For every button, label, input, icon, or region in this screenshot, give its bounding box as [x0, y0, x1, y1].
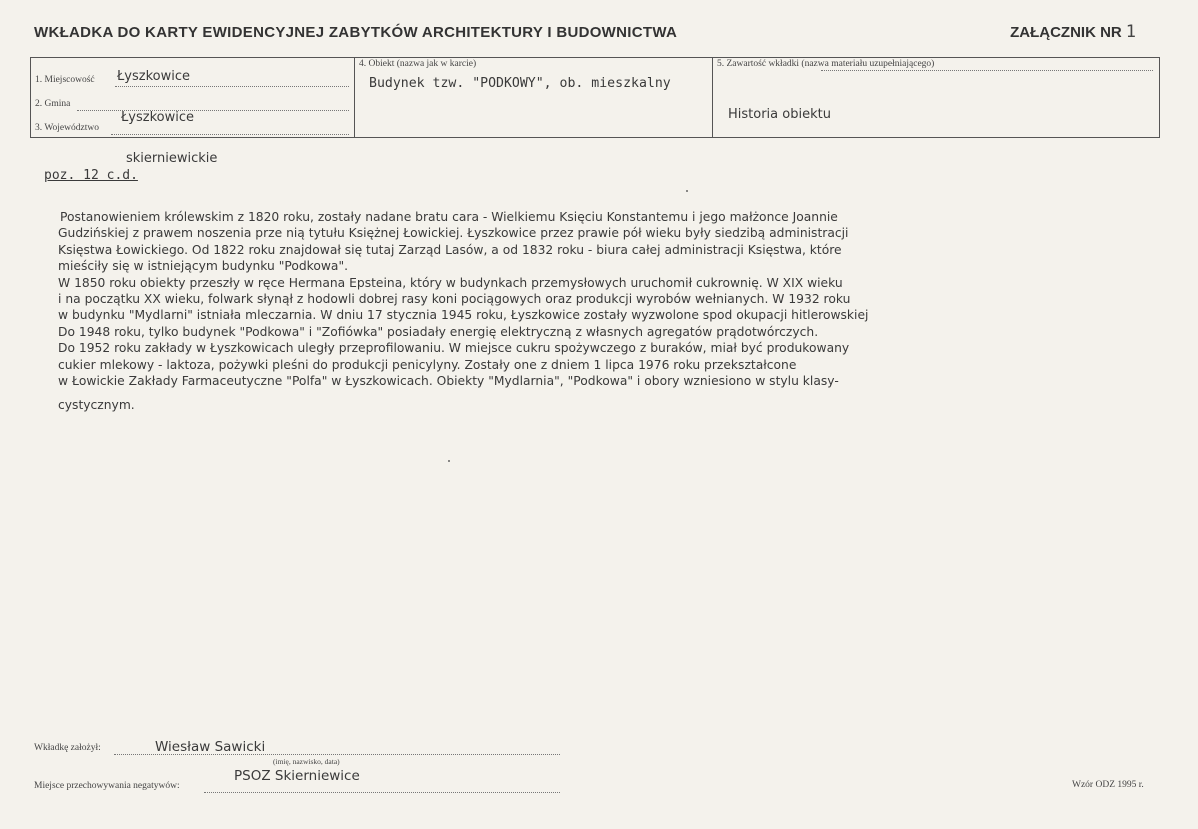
text-line: Gudzińskiej z prawem noszenia prze nią tytułu Księżnej Łowickiej. Łyszkowice przez prawie pół wieku były siedzibą administracji	[58, 226, 849, 241]
miejscowosc-label: 1. Miejscowość	[35, 75, 95, 85]
zalozyl-label: Wkładkę założył:	[34, 743, 101, 753]
wojewodztwo-label: 3. Województwo	[35, 123, 99, 133]
text-line: mieściły się w istniejącym budynku "Podkowa".	[58, 259, 349, 274]
form-version: Wzór ODZ 1995 r.	[1072, 780, 1144, 790]
miejscowosc-value: Łyszkowice	[117, 69, 191, 84]
card-title: WKŁADKA DO KARTY EWIDENCYJNEJ ZABYTKÓW ARCHITEKTURY I BUDOWNICTWA	[34, 24, 678, 41]
annex-number	[1010, 22, 1136, 42]
text-line: cukier mlekowy - laktoza, pożywki pleśni do produkcji penicylyny. Zostały one z dniem 1 lipca 1976 roku przekształcone	[58, 357, 797, 372]
obiekt-label: 4. Obiekt (nazwa jak w karcie)	[359, 59, 477, 69]
gmina-label: 2. Gmina	[35, 99, 71, 109]
annex-label: ZAŁĄCZNIK NR	[1010, 24, 1122, 41]
text-line: Księstwa Łowickiego. Od 1822 roku znajdował się tutaj Zarząd Lasów, a od 1832 roku - biura całej administracji Księstwa, które	[58, 242, 842, 257]
text-line: Do 1948 roku, tylko budynek "Podkowa" i "Zofiówka" posiadały energię elektryczną z własnych agregatów prądotwórczych.	[58, 324, 819, 339]
text-line: Do 1952 roku zakłady w Łyszkowicach uległy przeprofilowaniu. W miejsce cukru spożywczego z buraków, miał być produkowany	[58, 341, 850, 356]
text-line: W 1850 roku obiekty przeszły w ręce Hermana Epsteina, który w budynkach przemysłowych uruchomił cukrownię. W XIX wieku	[58, 275, 843, 290]
zalozyl-hint: (imię, nazwisko, data)	[273, 757, 340, 766]
text-line: cystycznym.	[58, 398, 135, 413]
wojewodztwo-value: skierniewickie	[126, 151, 218, 166]
miejscowosc-line	[115, 86, 349, 87]
miejsce-label: Miejsce przechowywania negatywów:	[34, 781, 180, 791]
zawartosc-value: Historia obiektu	[728, 107, 831, 122]
paper-speck	[686, 190, 688, 192]
text-line: i na początku XX wieku, folwark słynął z hodowli dobrej rasy koni pociągowych oraz produkcji wyrobów wełnianych. W 1932 roku	[58, 292, 851, 307]
text-line: w budynku "Mydlarni" istniała mleczarnia. W dniu 17 stycznia 1945 roku, Łyszkowice zostały wyzwolone spod okupacji hitlerowskiej	[58, 308, 869, 323]
zawartosc-line	[821, 70, 1153, 71]
header-fields-box	[30, 57, 1160, 138]
miejsce-line	[204, 792, 560, 793]
paper-speck	[448, 460, 450, 462]
miejsce-value: PSOZ Skierniewice	[234, 768, 360, 784]
history-text	[58, 209, 1118, 414]
column-divider	[354, 58, 355, 137]
column-divider	[712, 58, 713, 137]
wojewodztwo-line	[111, 134, 349, 135]
zalozyl-value: Wiesław Sawicki	[155, 739, 266, 755]
obiekt-value: Budynek tzw. "PODKOWY", ob. mieszkalny	[369, 76, 671, 91]
gmina-line	[77, 110, 349, 111]
annex-number-value: 1	[1125, 22, 1136, 42]
position-note: poz. 12 c.d.	[44, 168, 138, 183]
text-line: Postanowieniem królewskim z 1820 roku, zostały nadane bratu cara - Wielkiemu Księciu Konstantemu i jego małżonce Joannie	[60, 210, 838, 224]
text-line: w Łowickie Zakłady Farmaceutyczne "Polfa" w Łyszkowicach. Obiekty "Mydlarnia", "Podkowa" i obory wzniesiono w stylu klasy-	[58, 374, 839, 389]
gmina-value: Łyszkowice	[121, 110, 195, 125]
zawartosc-label: 5. Zawartość wkładki (nazwa materiału uzupełniającego)	[717, 59, 935, 69]
